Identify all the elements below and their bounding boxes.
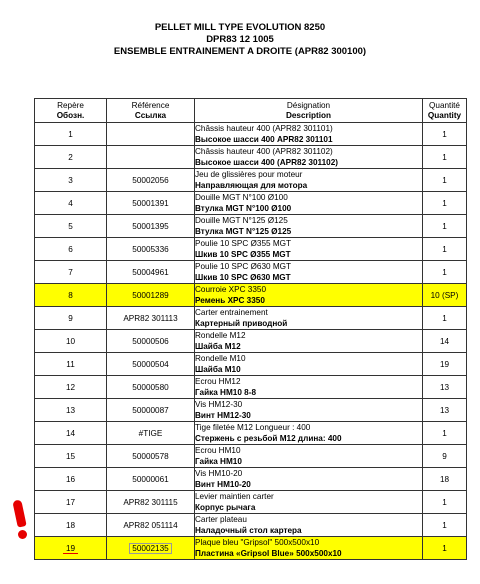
table-row xyxy=(35,146,467,169)
row-reference: 50004961 xyxy=(132,267,169,277)
cell-reference xyxy=(107,192,195,215)
row-number: 3 xyxy=(68,175,73,185)
cell-repere xyxy=(35,261,107,284)
table-row xyxy=(35,284,467,307)
row-quantity: 10 (SP) xyxy=(430,290,459,300)
row-number: 15 xyxy=(65,451,76,461)
designation-ru: Высокое шасси 400 APR82 301101 xyxy=(195,135,333,144)
row-reference: 50000504 xyxy=(132,359,169,369)
row-number: 14 xyxy=(65,428,76,438)
cell-designation xyxy=(195,169,423,192)
row-reference: 50000061 xyxy=(132,474,169,484)
row-quantity: 1 xyxy=(442,267,447,277)
cell-quantity xyxy=(423,123,467,146)
row-number: 16 xyxy=(65,474,76,484)
designation-fr: Vis HM12-30 xyxy=(195,400,243,409)
table-row xyxy=(35,491,467,514)
row-quantity: 1 xyxy=(442,198,447,208)
row-quantity: 1 xyxy=(442,152,447,162)
table-row xyxy=(35,514,467,537)
designation-fr: Poulie 10 SPC Ø630 MGT xyxy=(195,262,292,271)
row-quantity: 14 xyxy=(439,336,450,346)
cell-reference xyxy=(107,514,195,537)
cell-repere xyxy=(35,123,107,146)
designation-ru: Наладочный стол картера xyxy=(195,526,302,535)
table-row xyxy=(35,192,467,215)
row-quantity: 1 xyxy=(442,175,447,185)
cell-repere xyxy=(35,491,107,514)
cell-reference xyxy=(107,445,195,468)
cell-designation xyxy=(195,238,423,261)
designation-ru: Высокое шасси 400 (APR82 301102) xyxy=(195,158,338,167)
cell-quantity xyxy=(423,284,467,307)
designation-fr: Jeu de glissières pour moteur xyxy=(195,170,303,179)
cell-quantity xyxy=(423,261,467,284)
cell-repere xyxy=(35,284,107,307)
cell-reference xyxy=(107,307,195,330)
designation-ru: Шкив 10 SPC Ø355 MGT xyxy=(195,250,291,259)
row-number: 13 xyxy=(65,405,76,415)
designation-ru: Стержень с резьбой M12 длина: 400 xyxy=(195,434,342,443)
table-row xyxy=(35,169,467,192)
cell-designation xyxy=(195,261,423,284)
designation-fr: Plaque bleu "Gripsol" 500x500x10 xyxy=(195,538,320,547)
cell-quantity xyxy=(423,169,467,192)
row-reference: 50000087 xyxy=(132,405,169,415)
designation-fr: Carter plateau xyxy=(195,515,247,524)
cell-repere xyxy=(35,353,107,376)
row-number: 17 xyxy=(65,497,76,507)
cell-quantity xyxy=(423,330,467,353)
cell-designation xyxy=(195,307,423,330)
table-row xyxy=(35,215,467,238)
table-row xyxy=(35,399,467,422)
cell-designation xyxy=(195,215,423,238)
cell-reference xyxy=(107,215,195,238)
table-row xyxy=(35,468,467,491)
parts-table xyxy=(34,98,467,560)
header-code: DPR83 12 1005 xyxy=(206,34,274,45)
cell-designation xyxy=(195,146,423,169)
designation-fr: Douille MGT N°125 Ø125 xyxy=(195,216,288,225)
cell-quantity xyxy=(423,399,467,422)
designation-fr: Châssis hauteur 400 (APR82 301101) xyxy=(195,124,333,133)
row-number: 18 xyxy=(65,520,76,530)
cell-designation xyxy=(195,192,423,215)
cell-quantity xyxy=(423,514,467,537)
row-number: 1 xyxy=(68,129,73,139)
cell-quantity xyxy=(423,215,467,238)
designation-ru: Шайба M10 xyxy=(195,365,241,374)
designation-ru: Пластина «Gripsol Blue» 500x500x10 xyxy=(195,549,342,558)
table-row xyxy=(35,537,467,560)
cell-quantity xyxy=(423,445,467,468)
table-row xyxy=(35,353,467,376)
cell-repere xyxy=(35,330,107,353)
row-quantity: 1 xyxy=(442,497,447,507)
cell-reference xyxy=(107,468,195,491)
cell-quantity xyxy=(423,146,467,169)
table-row xyxy=(35,445,467,468)
designation-fr: Rondelle M12 xyxy=(195,331,246,340)
row-number: 5 xyxy=(68,221,73,231)
row-number: 9 xyxy=(68,313,73,323)
cell-repere xyxy=(35,422,107,445)
cell-designation xyxy=(195,376,423,399)
designation-ru: Ремень XPC 3350 xyxy=(195,296,265,305)
cell-quantity xyxy=(423,353,467,376)
cell-quantity xyxy=(423,491,467,514)
cell-reference xyxy=(107,146,195,169)
row-reference: #TIGE xyxy=(138,428,163,438)
cell-repere xyxy=(35,238,107,261)
row-reference: 50002135 xyxy=(132,543,169,553)
row-quantity: 1 xyxy=(442,129,447,139)
cell-repere xyxy=(35,376,107,399)
cell-repere xyxy=(35,537,107,560)
cell-repere xyxy=(35,307,107,330)
cell-reference xyxy=(107,422,195,445)
cell-designation xyxy=(195,445,423,468)
col-quantity-header: Quantité Quantity xyxy=(423,99,467,123)
header-subtitle: ENSEMBLE ENTRAINEMENT A DROITE (APR82 300100) xyxy=(113,46,367,57)
exclamation-mark-icon xyxy=(6,500,34,540)
cell-repere xyxy=(35,468,107,491)
designation-ru: Шкив 10 SPC Ø630 MGT xyxy=(195,273,291,282)
cell-reference xyxy=(107,491,195,514)
designation-ru: Корпус рычага xyxy=(195,503,256,512)
row-quantity: 9 xyxy=(442,451,447,461)
row-number: 12 xyxy=(65,382,76,392)
cell-quantity xyxy=(423,422,467,445)
row-quantity: 13 xyxy=(439,382,450,392)
designation-ru: Винт HM12-30 xyxy=(195,411,251,420)
row-number: 7 xyxy=(68,267,73,277)
cell-reference xyxy=(107,353,195,376)
row-reference: 50000578 xyxy=(132,451,169,461)
row-reference: 50001391 xyxy=(132,198,169,208)
designation-fr: Courroie XPC 3350 xyxy=(195,285,266,294)
cell-reference xyxy=(107,376,195,399)
designation-ru: Гайка HM10 8-8 xyxy=(195,388,256,397)
cell-reference xyxy=(107,330,195,353)
designation-fr: Ecrou HM10 xyxy=(195,446,241,455)
cell-quantity xyxy=(423,307,467,330)
cell-reference xyxy=(107,123,195,146)
designation-fr: Vis HM10-20 xyxy=(195,469,243,478)
table-row xyxy=(35,422,467,445)
cell-repere xyxy=(35,146,107,169)
designation-fr: Ecrou HM12 xyxy=(195,377,241,386)
cell-reference xyxy=(107,169,195,192)
row-quantity: 18 xyxy=(439,474,450,484)
cell-designation xyxy=(195,123,423,146)
document-header xyxy=(0,22,480,58)
designation-fr: Carter entrainement xyxy=(195,308,268,317)
table-row xyxy=(35,123,467,146)
cell-reference xyxy=(107,537,195,560)
row-reference: 50002056 xyxy=(132,175,169,185)
designation-fr: Rondelle M10 xyxy=(195,354,246,363)
row-quantity: 1 xyxy=(442,221,447,231)
cell-designation xyxy=(195,422,423,445)
cell-designation xyxy=(195,491,423,514)
row-quantity: 13 xyxy=(439,405,450,415)
designation-fr: Tige filetée M12 Longueur : 400 xyxy=(195,423,311,432)
cell-quantity xyxy=(423,537,467,560)
row-reference: APR82 301113 xyxy=(123,313,178,323)
cell-quantity xyxy=(423,468,467,491)
row-number: 11 xyxy=(66,359,75,369)
cell-quantity xyxy=(423,376,467,399)
col-reference-header: Référence Ссылка xyxy=(107,99,195,123)
table-header-row xyxy=(35,99,467,123)
cell-designation xyxy=(195,514,423,537)
cell-repere xyxy=(35,169,107,192)
row-reference: 50000506 xyxy=(132,336,169,346)
designation-ru: Картерный приводной xyxy=(195,319,288,328)
cell-designation xyxy=(195,353,423,376)
designation-fr: Châssis hauteur 400 (APR82 301102) xyxy=(195,147,333,156)
designation-ru: Шайба M12 xyxy=(195,342,241,351)
row-reference: 50005336 xyxy=(132,244,169,254)
row-number: 4 xyxy=(68,198,73,208)
cell-repere xyxy=(35,192,107,215)
designation-ru: Винт HM10-20 xyxy=(195,480,251,489)
cell-designation xyxy=(195,399,423,422)
row-quantity: 1 xyxy=(442,543,447,553)
col-designation-header: Désignation Description xyxy=(195,99,423,123)
cell-reference xyxy=(107,284,195,307)
cell-repere xyxy=(35,514,107,537)
cell-designation xyxy=(195,330,423,353)
row-number: 8 xyxy=(68,290,73,300)
row-reference: 50000580 xyxy=(132,382,169,392)
cell-designation xyxy=(195,537,423,560)
row-reference: 50001289 xyxy=(132,290,169,300)
cell-reference xyxy=(107,261,195,284)
designation-fr: Douille MGT N°100 Ø100 xyxy=(195,193,288,202)
designation-ru: Направляющая для мотора xyxy=(195,181,308,190)
row-quantity: 1 xyxy=(442,244,447,254)
cell-repere xyxy=(35,445,107,468)
cell-quantity xyxy=(423,238,467,261)
cell-repere xyxy=(35,399,107,422)
row-quantity: 1 xyxy=(442,313,447,323)
table-row xyxy=(35,307,467,330)
designation-ru: Втулка MGT N°100 Ø100 xyxy=(195,204,292,213)
table-row xyxy=(35,261,467,284)
row-number: 10 xyxy=(65,336,76,346)
cell-reference xyxy=(107,238,195,261)
row-reference: APR82 051114 xyxy=(123,520,178,530)
cell-designation xyxy=(195,468,423,491)
row-quantity: 1 xyxy=(442,520,447,530)
row-quantity: 19 xyxy=(439,359,450,369)
row-number: 19 xyxy=(65,543,76,553)
row-reference: 50001395 xyxy=(132,221,169,231)
col-repere-header: Repère Обозн. xyxy=(35,99,107,123)
header-title: PELLET MILL TYPE EVOLUTION 8250 xyxy=(154,22,326,33)
cell-reference xyxy=(107,399,195,422)
designation-fr: Poulie 10 SPC Ø355 MGT xyxy=(195,239,292,248)
row-reference: APR82 301115 xyxy=(123,497,178,507)
cell-designation xyxy=(195,284,423,307)
row-quantity: 1 xyxy=(442,428,447,438)
row-number: 6 xyxy=(68,244,73,254)
table-row xyxy=(35,330,467,353)
cell-quantity xyxy=(423,192,467,215)
table-row xyxy=(35,376,467,399)
table-row xyxy=(35,238,467,261)
designation-ru: Втулка MGT N°125 Ø125 xyxy=(195,227,292,236)
cell-repere xyxy=(35,215,107,238)
designation-fr: Levier maintien carter xyxy=(195,492,274,501)
designation-ru: Гайка HM10 xyxy=(195,457,242,466)
row-number: 2 xyxy=(68,152,73,162)
